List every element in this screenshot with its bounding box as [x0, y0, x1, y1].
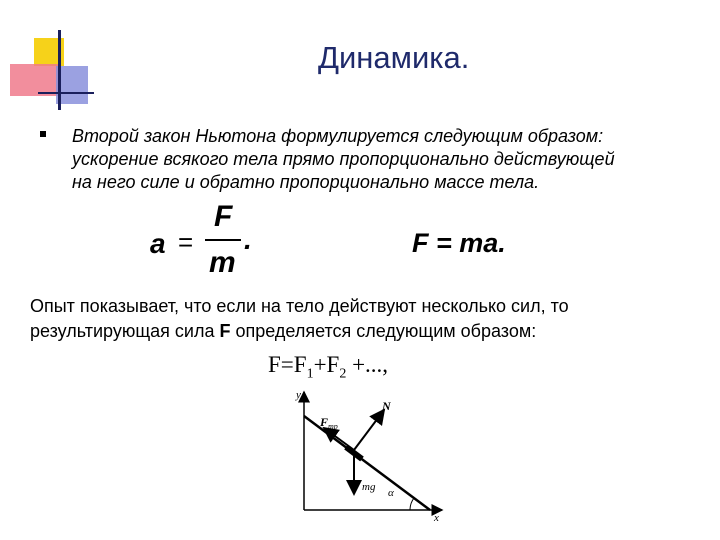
- y-axis-label: y: [296, 389, 301, 401]
- body-text: [30, 294, 710, 344]
- decor-horizontal-line: [38, 92, 94, 94]
- paragraph-line-2: ускорение всякого тела прямо пропорционально действующей: [72, 149, 615, 169]
- fraction-bar: [205, 239, 241, 241]
- x-axis-label: x: [434, 512, 439, 524]
- sum-part-a: F=F: [268, 352, 307, 377]
- formula-denominator: m: [209, 246, 236, 279]
- body-line-2-bold: F: [219, 321, 231, 341]
- bullet-marker: [40, 131, 46, 137]
- formula-dot: .: [244, 224, 252, 255]
- body-line-2: [30, 319, 710, 344]
- formula-numerator: F: [214, 200, 233, 233]
- friction-label: $F_{тр}$: [320, 415, 338, 431]
- angle-label: α: [388, 487, 394, 499]
- sum-part-c: +...,: [346, 352, 389, 377]
- inclined-plane-diagram: [280, 380, 460, 525]
- normal-arrow: [354, 410, 384, 450]
- newton-law-paragraph: [72, 125, 692, 194]
- inclined-plane: [304, 416, 430, 510]
- formula-equals: =: [178, 227, 194, 257]
- body-line-1: Опыт показывает, что если на тело действуют несколько сил, то: [30, 296, 569, 316]
- body-line-2-suffix: определяется следующим образом:: [230, 321, 537, 341]
- slide-title: Динамика.: [318, 40, 470, 75]
- normal-label: N: [382, 399, 391, 413]
- angle-arc: [410, 498, 414, 510]
- sum-sub-1: 1: [306, 366, 314, 382]
- sum-part-b: +F: [313, 352, 340, 377]
- gravity-label: mg: [362, 481, 376, 493]
- decor-vertical-line: [58, 30, 61, 110]
- body-line-2-prefix: результирующая сила: [30, 321, 220, 341]
- friction-arrow: [324, 428, 354, 450]
- formula-a: a: [150, 228, 166, 259]
- paragraph-line-1: Второй закон Ньютона формулируется следующим образом:: [72, 126, 604, 146]
- paragraph-line-3: на него силе и обратно пропорционально массе тела.: [72, 172, 540, 192]
- sum-sub-2: 2: [339, 366, 347, 382]
- formula-force: F = ma.: [412, 228, 506, 258]
- formula-sum: [268, 352, 388, 383]
